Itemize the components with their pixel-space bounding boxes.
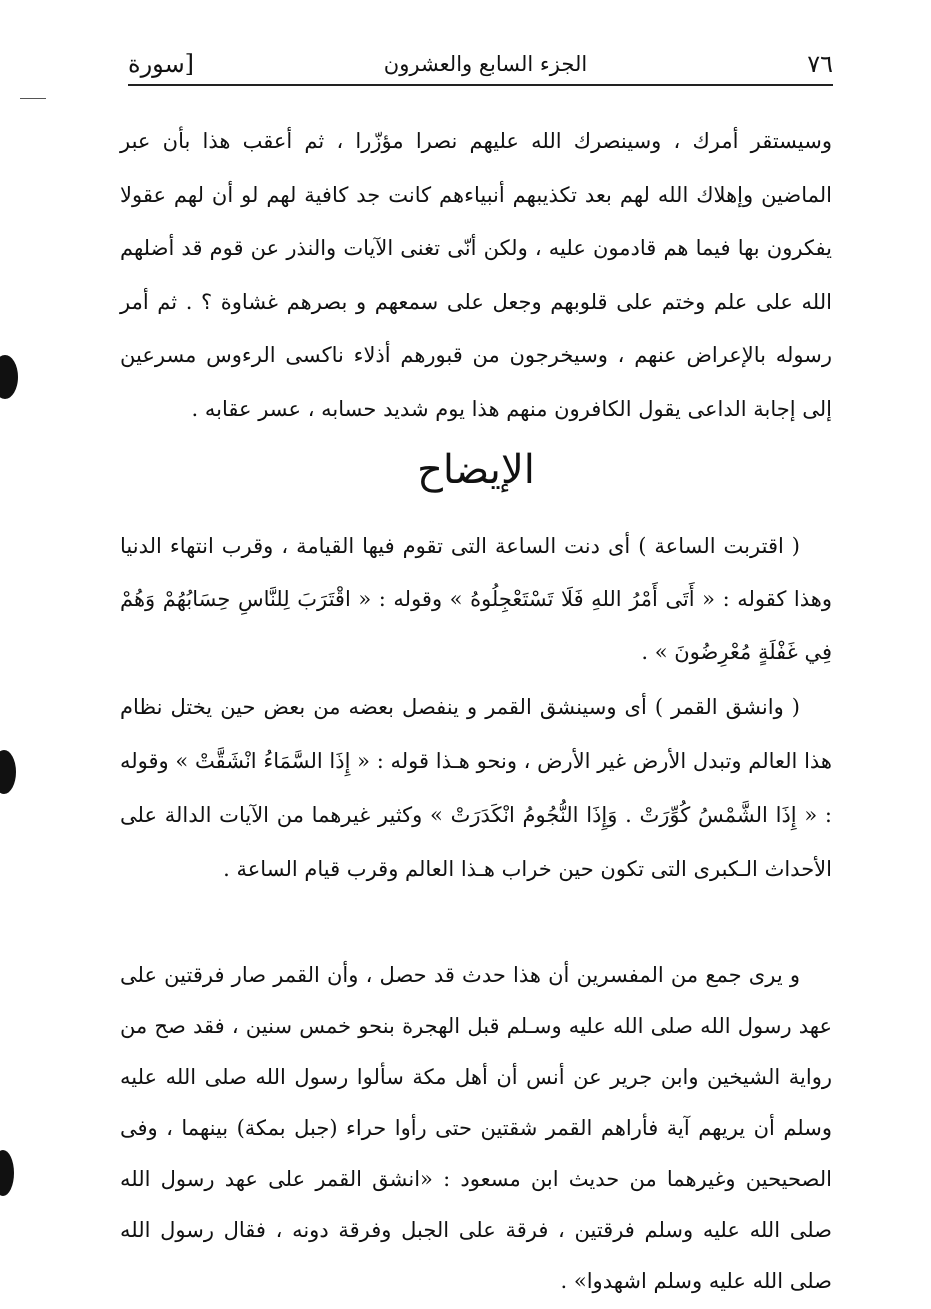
scan-smudge xyxy=(0,1150,14,1196)
paragraph-text: و يرى جمع من المفسرين أن هذا حدث قد حصل ، وأن القمر صار فرقتين على عهد رسول الله صلى الله عليه وسـلم قبل الهجرة بنحو خمس سنين ، فقد صح من رواية الشيخين وابن جرير عن أنس أن أهل مكة سألوا رسول الله صلى الله عليه وسلم أن يريهم آية فأراهم القمر شقتين حتى رأوا حراء (جبل بمكة) بينهما ، وفى الصحيحين وغيرهما من حديث ابن مسعود : «انشق القمر على عهد رسول الله صلى الله عليه وسلم فرقتين ، فرقة على الجبل وفرقة دونه ، فقال رسول الله صلى الله عليه وسلم اشهدوا» . xyxy=(120,963,832,1293)
page-number: ٧٦ xyxy=(807,50,833,78)
section-heading: الإيضاح xyxy=(417,447,535,493)
scan-smudge xyxy=(0,750,16,794)
running-title: الجزء السابع والعشرون xyxy=(383,52,588,76)
scan-smudge xyxy=(0,355,18,399)
paragraph-verse-1 xyxy=(120,520,832,679)
paragraph-verse-2 xyxy=(120,680,832,896)
paragraph-commentary xyxy=(120,950,832,1307)
intro-paragraph xyxy=(120,115,832,436)
paragraph-text: ( وانشق القمر ) أى وسينشق القمر و ينفصل بعضه من بعض حين يختل نظام هذا العالم وتبدل الأرض غير الأرض ، ونحو هـذا قوله : « إِذَا السَّمَاءُ انْشَقَّتْ » وقوله : « إِذَا الشَّمْسُ كُوِّرَتْ . وَإِذَا النُّجُومُ انْكَدَرَتْ » وكثير غيرهما من الآيات الدالة على الأحداث الـكبرى التى تكون حين خراب هـذا العالم وقرب قيام الساعة . xyxy=(120,695,832,881)
page-header xyxy=(128,44,833,86)
paragraph-text: ( اقتربت الساعة ) أى دنت الساعة التى تقوم فيها القيامة ، وقرب انتهاء الدنيا وهذا كقوله : « أَتَى أَمْرُ اللهِ فَلَا تَسْتَعْجِلُوهُ » وقوله : « اقْتَرَبَ لِلنَّاسِ حِسَابُهُمْ وَهُمْ فِي غَفْلَةٍ مُعْرِضُونَ » . xyxy=(120,534,832,664)
sura-label: [سورة xyxy=(128,50,195,78)
margin-mark xyxy=(20,98,46,99)
intro-text: وسيستقر أمرك ، وسينصرك الله عليهم نصرا مؤزّرا ، ثم أعقب هذا بأن عبر الماضين وإهلاك الله لهم بعد تكذيبهم أنبياءهم كانت جد كافية لهم لو أن لهم عقولا يفكرون بها فيما هم قادمون عليه ، ولكن أنّى تغنى الآيات والنذر عن قوم قد أضلهم الله على علم وختم على قلوبهم وجعل على سمعهم و بصرهم غشاوة ؟ . ثم أمر رسوله بالإعراض عنهم ، وسيخرجون من قبورهم أذلاء ناكسى الرءوس مسرعين إلى إجابة الداعى يقول الكافرون منهم هذا يوم شديد حسابه ، عسر عقابه . xyxy=(120,129,832,421)
